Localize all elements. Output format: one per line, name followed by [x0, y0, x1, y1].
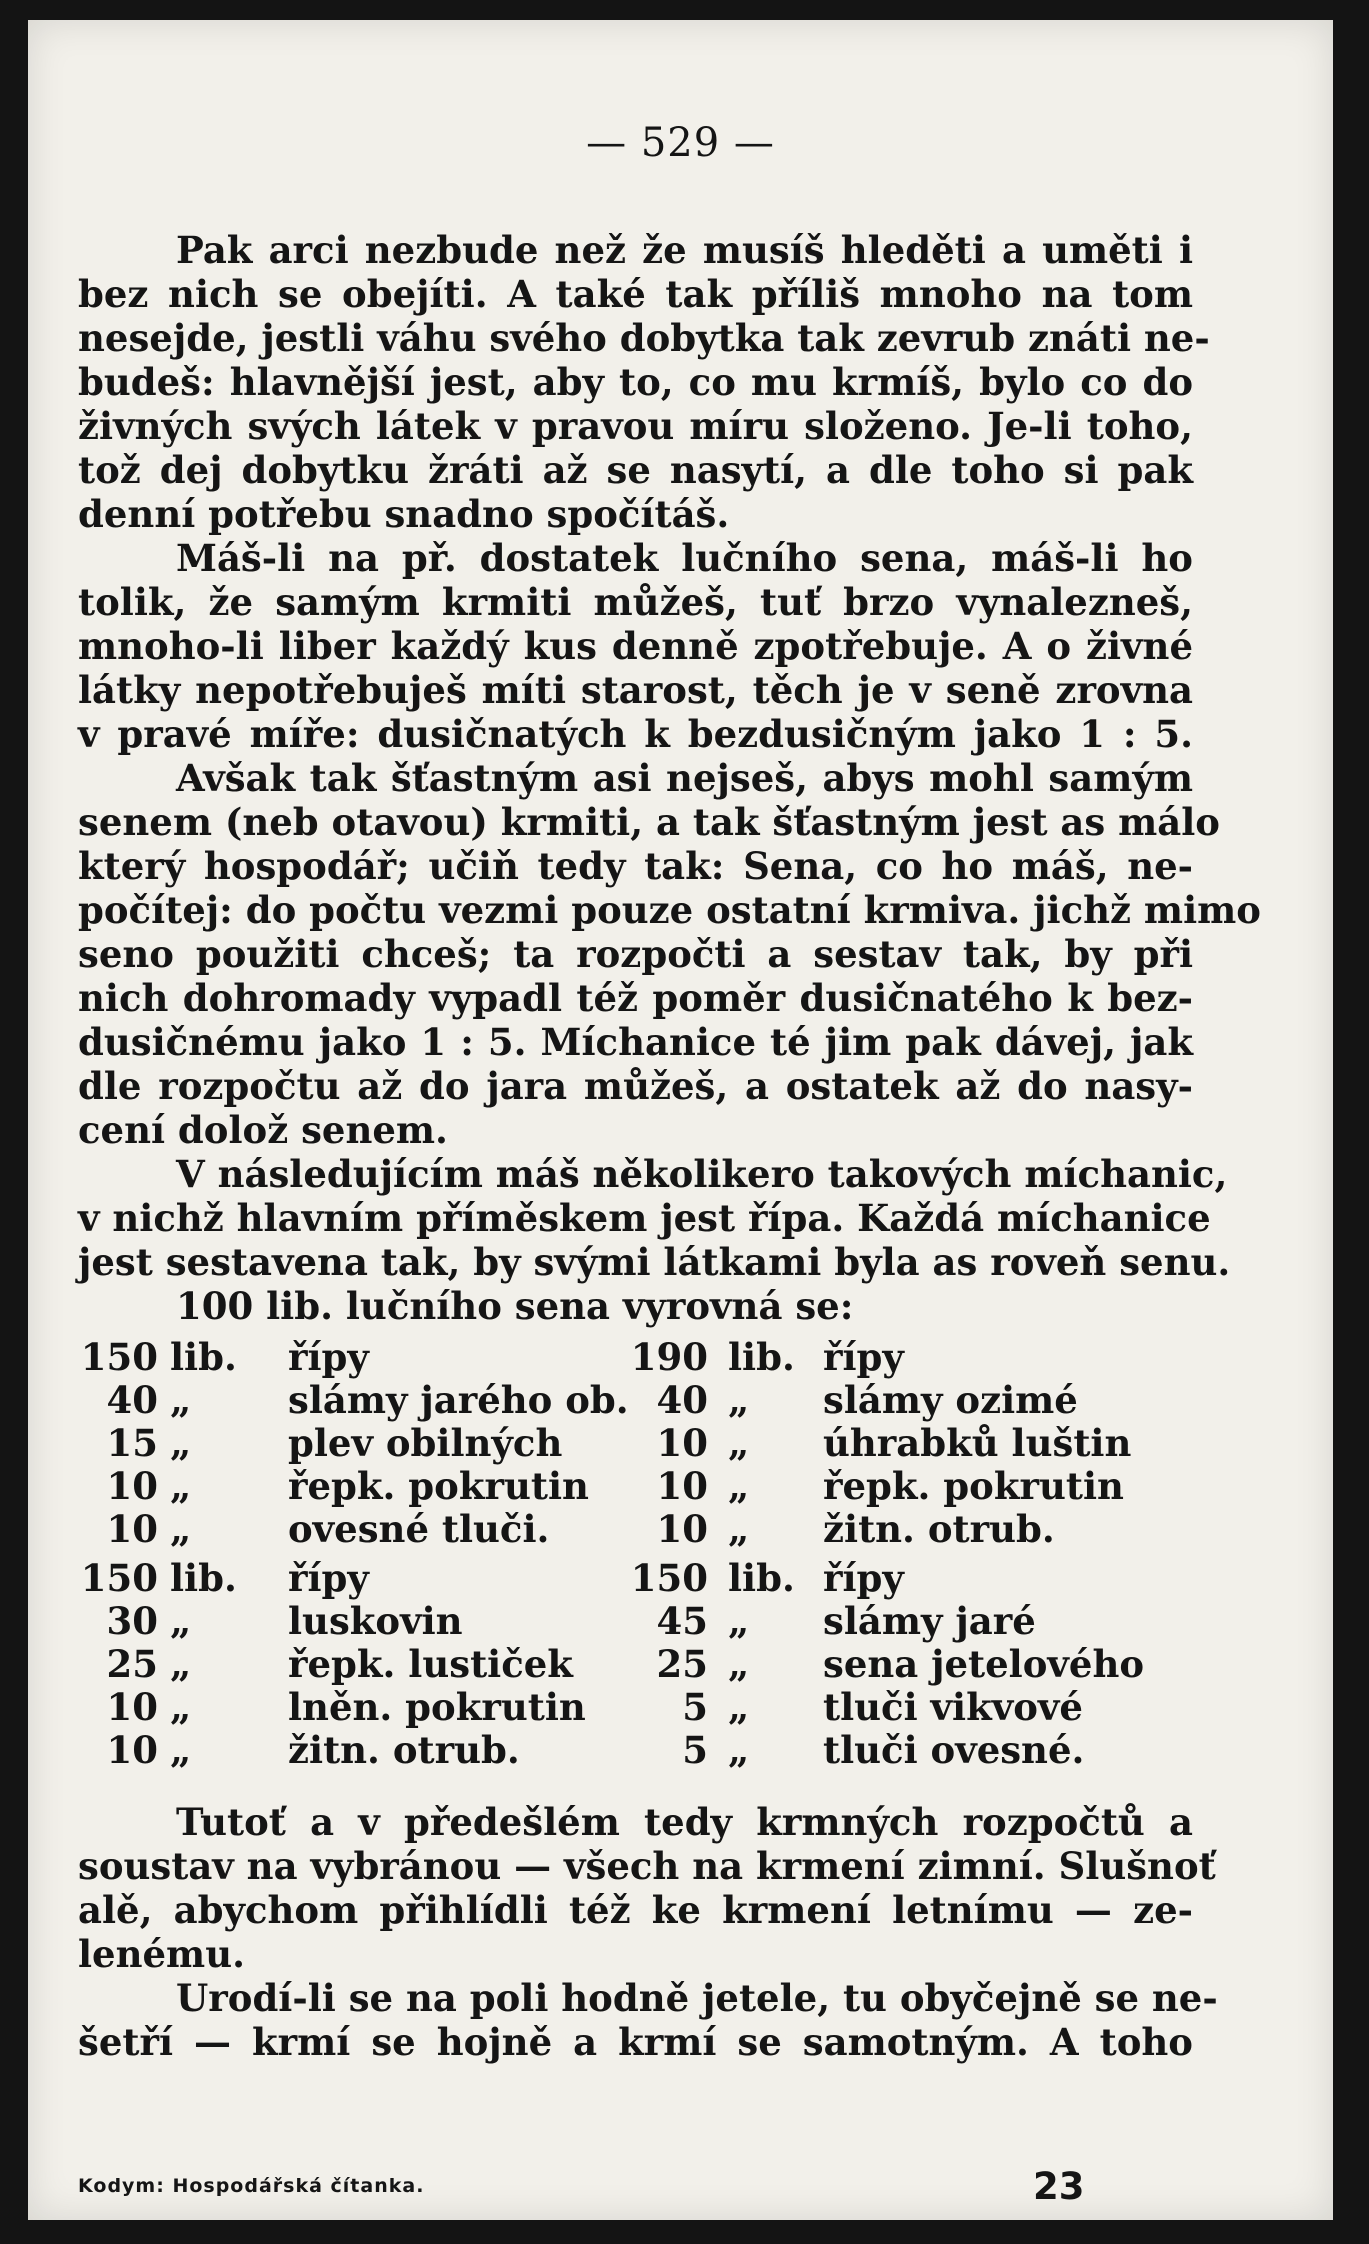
table-cell-right-unit: „: [728, 1728, 750, 1772]
text-line: v nichž hlavním příměskem jest řípa. Každá míchanice: [78, 1196, 1211, 1240]
table-cell-right-feed: úhrabků luštin: [823, 1421, 1132, 1465]
table-cell-left-amount: 10: [106, 1507, 158, 1551]
table-cell-left-unit: „: [170, 1685, 192, 1729]
table-cell-left-amount: 15: [106, 1421, 158, 1465]
table-cell-right-feed: řípy: [823, 1335, 904, 1379]
table-cell-right-amount: 5: [682, 1685, 708, 1729]
table-row: [78, 1422, 1198, 1465]
text-line: soustav na vybránou — všech na krmení zimní. Slušnoť: [78, 1844, 1216, 1888]
text-line: Avšak tak šťastným asi nejseš, abys mohl samým: [176, 756, 1193, 800]
text-line: budeš: hlavnější jest, aby to, co mu krmíš, bylo co do: [78, 360, 1193, 404]
table-cell-left-amount: 40: [106, 1378, 158, 1422]
text-line: počítej: do počtu vezmi pouze ostatní krmiva. jichž mimo: [78, 888, 1261, 932]
table-cell-right-unit: lib.: [728, 1335, 795, 1379]
table-cell-right-amount: 45: [656, 1599, 708, 1643]
table-cell-right-unit: „: [728, 1507, 750, 1551]
text-line: Máš-li na př. dostatek lučního sena, máš-li ho: [176, 536, 1193, 580]
text-line: V následujícím máš několikero takových míchanic,: [176, 1152, 1228, 1196]
table-row: [78, 1465, 1198, 1508]
table-cell-right-unit: lib.: [728, 1556, 795, 1600]
table-row: [78, 1600, 1198, 1643]
table-cell-right-feed: tluči ovesné.: [823, 1728, 1085, 1772]
text-line: denní potřebu snadno spočítáš.: [78, 492, 730, 536]
text-line: alě, abychom přihlídli též ke krmení letnímu — ze-: [78, 1888, 1193, 1932]
table-cell-right-feed: sena jetelového: [823, 1642, 1145, 1686]
table-cell-left-feed: plev obilných: [288, 1421, 563, 1465]
table-cell-left-feed: řepk. lustiček: [288, 1642, 573, 1686]
text-line: senem (neb otavou) krmiti, a tak šťastným jest as málo: [78, 800, 1220, 844]
text-line: bez nich se obejíti. A také tak příliš mnoho na tom: [78, 272, 1193, 316]
table-cell-left-feed: žitn. otrub.: [288, 1728, 520, 1772]
table-cell-left-amount: 10: [106, 1464, 158, 1508]
table-cell-right-feed: tluči vikvové: [823, 1685, 1083, 1729]
table-row: [78, 1379, 1198, 1422]
table-cell-right-unit: „: [728, 1685, 750, 1729]
table-cell-left-feed: řípy: [288, 1335, 369, 1379]
text-line: živných svých látek v pravou míru složeno. Je-li toho,: [78, 404, 1193, 448]
table-cell-right-unit: „: [728, 1599, 750, 1643]
table-cell-left-amount: 30: [106, 1599, 158, 1643]
table-cell-right-amount: 10: [656, 1464, 708, 1508]
text-line: cení dolož senem.: [78, 1108, 448, 1152]
table-intro: 100 lib. lučního sena vyrovná se:: [176, 1284, 854, 1328]
table-cell-right-unit: „: [728, 1378, 750, 1422]
table-cell-right-amount: 10: [656, 1421, 708, 1465]
table-row: [78, 1557, 1198, 1600]
table-cell-left-amount: 10: [106, 1685, 158, 1729]
table-cell-right-unit: „: [728, 1642, 750, 1686]
table-cell-left-unit: „: [170, 1421, 192, 1465]
table-cell-right-unit: „: [728, 1464, 750, 1508]
page-number: — 529 —: [586, 120, 775, 166]
table-cell-left-unit: „: [170, 1642, 192, 1686]
table-cell-right-feed: řípy: [823, 1556, 904, 1600]
table-cell-left-amount: 150: [80, 1556, 158, 1600]
table-cell-left-feed: řípy: [288, 1556, 369, 1600]
table-cell-left-feed: lněn. pokrutin: [288, 1685, 586, 1729]
text-line: seno použiti chceš; ta rozpočti a sestav tak, by při: [78, 932, 1193, 976]
text-line: mnoho-li liber každý kus denně zpotřebuje. A o živné: [78, 624, 1193, 668]
table-cell-left-unit: „: [170, 1728, 192, 1772]
table-cell-left-unit: „: [170, 1507, 192, 1551]
text-line: Tutoť a v předešlém tedy krmných rozpočtů a: [176, 1800, 1193, 1844]
table-cell-right-feed: slámy ozimé: [823, 1378, 1078, 1422]
table-cell-left-unit: lib.: [170, 1335, 237, 1379]
signature-mark: 23: [1033, 2165, 1085, 2208]
table-cell-right-amount: 5: [682, 1728, 708, 1772]
table-cell-left-feed: luskovin: [288, 1599, 463, 1643]
table-cell-left-amount: 150: [80, 1335, 158, 1379]
table-cell-right-feed: řepk. pokrutin: [823, 1464, 1124, 1508]
table-cell-right-unit: „: [728, 1421, 750, 1465]
text-line: látky nepotřebuješ míti starost, těch je v seně zrovna: [78, 668, 1193, 712]
table-cell-right-feed: slámy jaré: [823, 1599, 1036, 1643]
table-cell-right-feed: žitn. otrub.: [823, 1507, 1055, 1551]
table-cell-left-amount: 25: [106, 1642, 158, 1686]
table-cell-left-unit: „: [170, 1464, 192, 1508]
table-cell-left-feed: řepk. pokrutin: [288, 1464, 589, 1508]
table-row: [78, 1643, 1198, 1686]
text-line: dusičnému jako 1 : 5. Míchanice té jim pak dávej, jak: [78, 1020, 1193, 1064]
table-cell-left-amount: 10: [106, 1728, 158, 1772]
table-row: [78, 1336, 1198, 1379]
text-line: tož dej dobytku žráti až se nasytí, a dle toho si pak: [78, 448, 1193, 492]
table-row: [78, 1729, 1198, 1772]
table-cell-left-feed: ovesné tluči.: [288, 1507, 550, 1551]
source-note: Kodym: Hospodářská čítanka.: [78, 2175, 425, 2197]
text-line: šetří — krmí se hojně a krmí se samotným. A toho: [78, 2020, 1193, 2064]
table-row: [78, 1508, 1198, 1551]
text-line: nich dohromady vypadl též poměr dusičnatého k bez-: [78, 976, 1193, 1020]
page-footer: [78, 2165, 1193, 2209]
table-cell-right-amount: 25: [656, 1642, 708, 1686]
table-cell-right-amount: 40: [656, 1378, 708, 1422]
feed-mixture-table: [78, 1336, 1198, 1772]
table-cell-right-amount: 190: [630, 1335, 708, 1379]
text-line: Urodí-li se na poli hodně jetele, tu obyčejně se ne-: [176, 1976, 1218, 2020]
text-line: jest sestavena tak, by svými látkami byla as roveň senu.: [78, 1240, 1231, 1284]
text-line: lenému.: [78, 1932, 245, 1976]
text-line: nesejde, jestli váhu svého dobytka tak zevrub znáti ne-: [78, 316, 1210, 360]
text-line: dle rozpočtu až do jara můžeš, a ostatek až do nasy-: [78, 1064, 1193, 1108]
text-line: tolik, že samým krmiti můžeš, tuť brzo vynalezneš,: [78, 580, 1193, 624]
table-cell-right-amount: 10: [656, 1507, 708, 1551]
book-page: [28, 20, 1333, 2220]
text-line: který hospodář; učiň tedy tak: Sena, co ho máš, ne-: [78, 844, 1193, 888]
table-cell-left-unit: „: [170, 1378, 192, 1422]
table-cell-left-unit: lib.: [170, 1556, 237, 1600]
table-cell-right-amount: 150: [630, 1556, 708, 1600]
table-row: [78, 1686, 1198, 1729]
table-cell-left-feed: slámy jarého ob.: [288, 1378, 629, 1422]
text-line: v pravé míře: dusičnatých k bezdusičným jako 1 : 5.: [78, 712, 1193, 756]
text-line: Pak arci nezbude než že musíš hleděti a uměti i: [176, 228, 1193, 272]
table-cell-left-unit: „: [170, 1599, 192, 1643]
